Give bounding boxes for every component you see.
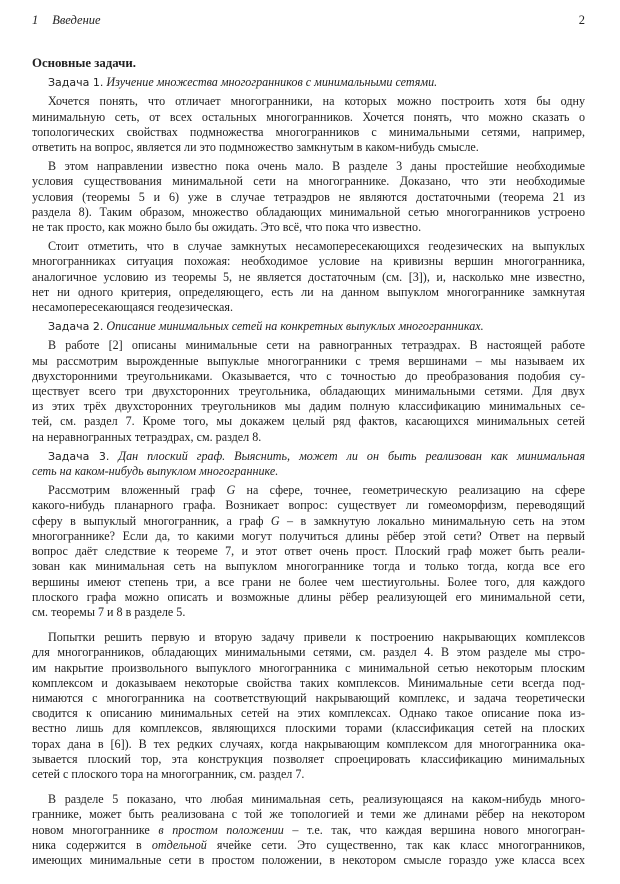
section-heading: Основные задачи. [32,56,136,70]
text: многограннике? Если да, то какими могут получиться длины рёбер этой сети? Ответ на первый [32,528,585,543]
paragraph [32,338,585,444]
paragraph [32,239,585,315]
text: минимальную сеть, от всех остальных многогранников. Хочется понять, что можно сказать о [32,109,585,124]
text-line [32,239,585,254]
text: В работе [2] описаны минимальные сети на равногранных тетраэдрах. В настоящей работе [48,338,585,353]
text: для многогранников, обладающих минимальными сетями, см. раздел 4. В этом разделе мы стро- [32,645,585,660]
task-label: Задача 2. [48,320,104,334]
text-line [32,300,585,315]
text: условия (теоремы 5 и 6) уже в случае тетраэдров не являются достаточными (теорема 21 из [32,189,585,204]
italic-text: Описание минимальных сетей на конкретных выпуклых многогранниках. [106,319,484,334]
text-line [32,544,585,559]
text-line [32,384,585,399]
text: на сфере, точнее, геометрическую реализацию на сфере [235,483,585,498]
text-line [32,464,585,479]
text-line [32,498,585,513]
text: какого-нибудь планарного графа. Возникает вопрос: существует ли гомеоморфизм, переводящий [32,498,585,513]
text-line [32,414,585,429]
text-line [32,691,585,706]
italic-text: сеть на каком-нибудь выпуклом многограннике. [32,464,279,479]
text: комплексом и доказываем некоторые свойства таких комплексов. Минимальные сети всегда под- [32,675,585,690]
text: нет ни одного критерия, определяющего, есть ли на данном выпуклом многограннике замкнутая [32,284,585,299]
text-line [32,430,585,445]
chapter-number: 1 [32,13,39,27]
text-line [32,483,585,498]
paragraph [32,159,585,235]
page-number: 2 [578,13,585,27]
text-line [32,140,585,155]
task-label: Задача 3. [48,449,110,463]
text-line [32,721,585,736]
text: В разделе 5 показано, что любая минимальная сеть, реализующаяся на каком-нибудь много- [48,792,585,807]
text-line [32,605,585,620]
text-line [32,125,585,140]
text-line [32,645,585,660]
text-line [32,319,585,334]
text-line [32,838,585,853]
text-line [32,559,585,574]
text: не так просто, как можно было бы ожидать. Это всё, что пока что известно. [32,220,422,235]
text-line [32,630,585,645]
text: вопрос даёт следствие к теореме 7, и этот ответ очень прост. Плоский граф может быть реали- [32,544,585,559]
text-line [32,338,585,353]
text-line [32,661,585,676]
text: граннике, может быть реализована с той же топологией и теми же длинами рёбер на некотором [32,807,585,822]
text-line [32,676,585,691]
text: аналогичное условию из теоремы 5, не является достаточным (см. [3]), и, насколько мне известно, [32,269,585,284]
text: двухсторонними треугольниками. Оказывается, что с точностью до преобразования подобия су- [32,368,585,383]
text-line [32,575,585,590]
text: новом многограннике [32,822,159,837]
text-line [32,75,585,90]
text-line [32,737,585,752]
text: тей, см. раздел 7. Кроме того, мы докажем целый ряд фактов, касающихся минимальных сетей [32,414,585,429]
running-header [32,13,585,28]
text: несамопересекающаяся геодезическая. [32,300,234,315]
text: вершины имеют степень три, а все грани не более чем шестиугольны. Более того, для каждого [32,574,585,589]
task-statement [32,449,585,479]
italic-text: отдельной [151,837,207,852]
text: топологических свойствах подмножества многогранников с минимальными сетями, например, [32,124,585,139]
text: нимаются с многогранника на соответствующий накрывающий комплекс, и задача теоретически [32,690,585,705]
text: имеющих минимальные сети в простом положении, в некотором смысле гораздо уже класса всех [32,852,585,867]
text-line [32,270,585,285]
text: см. теоремы 7 и 8 в разделе 5. [32,604,186,619]
text-line [32,205,585,220]
paragraph [32,94,585,155]
text: ответить на вопрос, является ли это подмножество замкнутым в каком-нибудь смысле. [32,140,479,155]
italic-text: G [226,483,236,498]
text-line [32,159,585,174]
page-body [32,56,585,868]
paragraph [32,483,585,620]
text-line [32,449,585,464]
text: плоского графа можно описать и возможные длины рёбер реализующей его минимальной сети, [32,589,585,604]
text: раздела 8). Таким образом, множество обладающих минимальной сетью многогранников устроено [32,204,585,219]
text-line [32,823,585,838]
text: Рассмотрим вложенный граф [48,483,227,498]
text-line [32,220,585,235]
text: Хочется понять, что отличает многогранники, на которых можно построить хотя бы одну [48,94,585,109]
text: вестно лишь для комплексов, являющихся плоскими торами (классификация сетей на плоских [32,721,585,736]
italic-text: в простом положении [158,822,284,837]
text: зован как минимальная сеть на выпуклом многограннике тогда и только тогда, когда все его [32,559,585,574]
text-line [32,792,585,807]
italic-text: Дан плоский граф. Выяснить, может ли он быть реализован как минимальная [118,448,585,463]
text-line [32,254,585,269]
text: Стоит отметить, что в случае замкнутых несамопересекающихся геодезических на выпуклых [48,239,585,254]
text: сферу в выпуклый многогранник, а граф [32,513,271,528]
text-line [32,94,585,109]
text: на неравногранных тетраэдрах, см. раздел 8. [32,429,262,444]
chapter-title: Введение [52,13,101,27]
text: Попытки решить первую и вторую задачу привели к построению накрывающих комплексов [48,630,585,645]
text: – в замкнутую локально минимальную сеть на этом [279,513,586,528]
text-line [32,369,585,384]
text: многогранниках ситуация похожая: необходимое условие на кривизны вершин многогранника, [32,254,585,269]
text: из этих трёх двухсторонних треугольников мы дадим полную классификацию минимальных се- [32,399,585,414]
paragraph [32,792,585,868]
text-line [32,853,585,868]
text-line [32,354,585,369]
task-statement [32,75,585,90]
text-line [32,174,585,189]
text-line [32,514,585,529]
italic-text: G [270,513,280,528]
text: им накрытие произвольного выпуклого многогранника с минимальной сетью некоторым плоским [32,660,585,675]
text-line [32,807,585,822]
text-line [32,399,585,414]
text-line [32,285,585,300]
text-line [32,752,585,767]
text: условия существования минимальной сети на многограннике. Доказано, что эти необходимые [32,174,585,189]
text: зывается плоский тор, эта конструкция позволяет спроецировать классификацию минимальных [32,751,585,766]
task-statement [32,319,585,334]
text: ника содержится в [32,837,152,852]
text: мы рассмотрим вырожденные выпуклые многогранники с тремя вершинами – мы называем их [32,353,585,368]
text: ячейке сети. Это существенно, так как класс многогранников, [206,837,585,852]
text: ществует всего три двухсторонних треугольника, обладающих минимальными сетями. Для двух [32,384,585,399]
text: В этом направлении известно пока очень мало. В разделе 3 даны простейшие необходимые [48,159,585,174]
text: сводится к описанию минимальных сетей на этих комплексах. Однако такое описание пока из- [32,706,585,721]
text: торах дана в [6]). В тех редких случаях, когда накрывающим комплексом для многогранника ока- [32,736,585,751]
text-line [32,767,585,782]
paragraph [32,630,585,782]
text-line [32,190,585,205]
italic-text: Изучение множества многогранников с минимальными сетями. [106,75,438,90]
text: сетей с плоского тора на многогранник, см. раздел 7. [32,766,305,781]
text-line [32,529,585,544]
text-line [32,590,585,605]
text: – т.е. так, что каждая вершина нового многогран- [283,822,586,837]
text-line [32,110,585,125]
text-line [32,706,585,721]
task-label: Задача 1. [48,76,104,90]
